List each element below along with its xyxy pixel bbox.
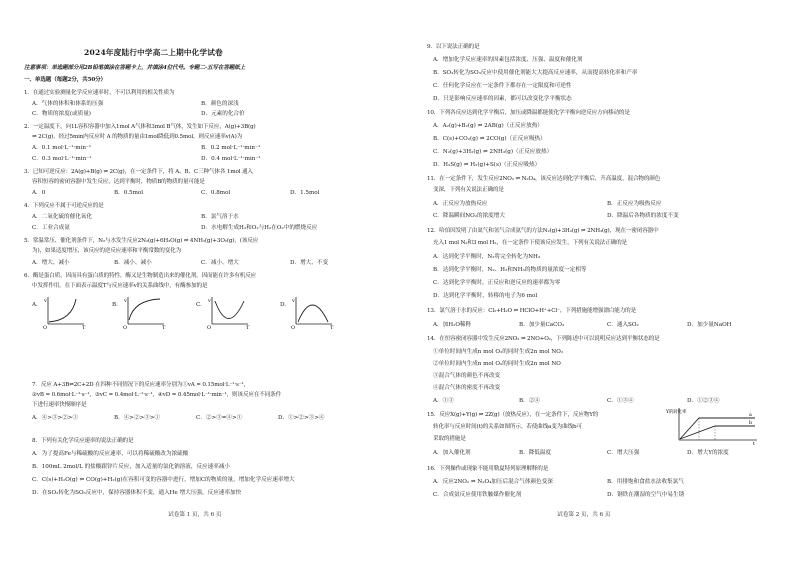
option-b: B．④>②>③>① [114,415,161,421]
option-c: C．增大压强 [607,450,640,456]
option-b: B．减小、减小 [114,260,152,266]
svg-text:T: T [246,325,250,330]
option-b: B．用排饱和食盐水法收集氯气 [607,479,684,485]
option-d: D．增大、不变 [290,260,329,266]
option-d: D．H₂S(g) ⇌ H₂(g)+S(s)（正反应吸热） [433,162,541,168]
option-a: A．④>③>②>① [32,415,79,421]
svg-text:T: T [330,325,334,330]
option-a: A．①③ [433,398,454,404]
axis-t: T [82,325,86,330]
option-b: B．加少量CaCO₃ [519,322,565,328]
graph-a [42,294,88,330]
option-b: B．降低温度 [519,450,552,456]
svg-text:v: v [292,298,295,304]
option-c: C．合成氨反应使用铁触媒作催化剂 [433,492,522,498]
question-stem-cont: 容积恒容的密闭容器中发生反应，达到平衡时，物质B的物质的量可能是 [32,179,205,185]
question-stem: 11．在一定条件下，发生反应2NO₂ ⇌ N₂O₄，该反应达到化学平衡后，升高温度，混合物的颜色 [427,176,661,182]
statement-4: ④混合气体的密度不再改变 [433,385,501,391]
curve-a-label: a [749,413,752,418]
option-c: C．降温瞬间NO₂的浓度增大 [433,213,505,219]
exam-title: 2024年度陆行中学高二上期中化学试卷 [84,48,223,57]
svg-text:O: O [123,325,128,330]
question-stem-cont: 充入1 mol N₂和3 mol H₂，在一定条件下使该反应发生，下列有关说法正确的是 [433,240,627,246]
option-d: D．达到化学平衡时，转移的电子为6 mol [433,293,538,299]
option-b: B．达到化学平衡时，N₂、H₂和NH₃的物质的量浓度一定相等 [433,267,587,273]
statement-1: ①单位时间内生成n mol O₂的同时生成2n mol NO₂ [433,349,564,355]
option-d: D．加少量NaOH [687,322,732,328]
question-stem: 2．一定温度下，向1L容积容器中加入1mol A气体和3mol B气体，发生如下反应，A(g)+3B(g) [24,124,256,130]
question-stem: 16．下列操作或现象不能用勒夏特列原理解释的是 [427,466,549,472]
option-c: C．物质的浓度(或质量) [32,111,91,117]
graph-c [206,294,252,330]
option-b: B．100mL 2mol/L 的盐酸跟锌片反应，加入适量的氯化钠溶液，反应速率减小 [32,464,231,470]
svg-text:T: T [162,325,166,330]
option-b: B. [112,302,118,308]
question-stem-cont: ②vB = 0.6mol·L⁻¹·s⁻¹，③vC = 0.4mol·L⁻¹·s⁻¹，④vD = 0.45mol·L⁻¹·min⁻¹，则该反应在不同条件 [32,392,282,398]
question-stem: 14．在恒容密闭容器中发生反应2NO₂ ⇌ 2NO+O₂，下列陈述中可以说明反应达到平衡状态的是 [427,336,660,342]
axis-x: t [753,442,755,446]
option-c: C．①③④ [607,398,634,404]
option-c: C．C(s)+H₂O(g) ⇌ CO(g)+H₂(g)在容积可变的容器中进行，增加C的物质的量，增加化学反应速率增大 [32,477,295,483]
question-stem-cont: 下进行速率快慢顺序是 [32,402,87,408]
option-d: D．1.5mol [290,190,320,196]
question-stem: 9．以下说法正确的是 [427,44,480,50]
question-stem-cont: ⇌ 2C(g)，经过5min内反应时 A 的物质的量由1mol降低到0.5mol，则反应速率v(A)为 [32,134,243,140]
option-d: D．水电解生成H₂和O₂与H₂在O₂中的燃烧反应 [201,225,318,231]
option-a: A．反应2NO₂ ⇌ N₂O₄加压后混合气体颜色变深 [433,479,553,485]
option-c: C. [196,302,202,308]
svg-text:v: v [208,298,211,304]
option-b: B．0.5mol [114,190,144,196]
page-footer: 试卷第 2 页，共 6 页 [557,512,611,518]
option-c: C．工业合成氨 [32,225,70,231]
question-stem: 3．已知可逆反应：2A(g)+B(g) ⇌ 2C(g)，在一定条件下，将 A、B、C三种气体各 1mol 通入 [24,169,253,175]
option-a: A．加H₂O稀释 [433,322,472,328]
option-d: D．在SO₂转化为SO₃反应中，保持容器体积不变，通入He 增大压强，反应速率加快 [32,490,242,496]
option-b: B．②④ [519,398,540,404]
statement-2: ②单位时间内生成n mol O₂的同时生成2n mol NO [433,361,561,367]
question-stem: 8．下列有关化学反应速率的说法正确的是 [32,438,134,444]
option-d: D．①②③④ [687,398,720,404]
option-a: A．加入催化剂 [433,450,471,456]
option-a: A．增加化学反应速率的因素包括浓度、压强、温度和催化剂 [433,57,583,63]
conversion-graph [665,404,761,446]
axis-y: Y的转化率 [666,410,687,415]
option-c: C．0.8mol [201,190,231,196]
option-a: A．达到化学平衡时，N₂将完全转化为NH₃ [433,254,541,260]
option-d: D. [280,302,287,308]
option-c: C．0.3 mol·L⁻¹·min⁻¹ [32,156,92,162]
option-a: A．A₂(g)+B₂(g) ⇌ 2AB(g)（正反应放热） [433,123,543,129]
question-stem: 13．氯气溶于水的反应：Cl₂+H₂O ⇌ HClO+H⁺+Cl⁻，下列措施能增强漂白能力的是 [427,308,637,314]
option-c: C．任何化学反应在一定条件下都存在一定限度和可逆性 [433,83,572,89]
option-c: C．通入SO₂ [607,322,639,328]
statement-3: ③混合气体的颜色不再改变 [433,373,501,379]
option-b: B．C(s)+CO₂(g) ⇌ 2CO(g)（正反应吸热） [433,136,546,142]
graph-d [290,294,336,330]
option-a: A．增大、减小 [32,260,70,266]
question-stem: 7．反应 A+3B⇌2C+2D 在四种不同情况下的反应速率分别为①vA = 0.15mol·L⁻¹·s⁻¹， [32,382,250,388]
option-d: D．降温后各物质的浓度不变 [607,213,679,219]
option-b: B．0.2 mol·L⁻¹·min⁻¹ [201,145,261,151]
axis-v: v [44,298,47,304]
question-stem-cont: 采取的措施是 [433,436,466,442]
option-d: D．钢铁在潮湿的空气中易生锈 [607,492,685,498]
option-a: A．0.1 mol·L⁻¹·min⁻¹ [32,145,92,151]
option-a: A．正反应为放热反应 [433,201,488,207]
option-a: A. [32,302,38,308]
option-c: C．②>③=④>① [196,415,243,421]
svg-text:O: O [291,325,296,330]
option-c: C．减小、增大 [201,260,239,266]
question-stem: 12．哈伯因发明了由氮气和氢气合成氨气的方法N₂(g)+3H₂(g) ⇌ 2NH₃(g)，现在一密闭容器中 [427,228,659,234]
option-b: B．颜色的深浅 [201,101,239,107]
svg-text:O: O [207,325,212,330]
option-d: D．0.4 mol·L⁻¹·min⁻¹ [201,156,261,162]
option-a: A．0 [32,190,46,196]
option-c: C．达到化学平衡时，正反应和逆反应的速率都为零 [433,280,561,286]
option-d: D．增大Y的浓度 [687,450,729,456]
question-stem: 6．酶是蛋白质，因而具有蛋白质的特性，酶又是生物制造出来的催化剂，因而能在许多有机反应 [24,273,257,279]
graph-b [122,294,168,330]
question-stem: 1．在通过实验测量化学反应速率时，不可以利用的相关性质为 [24,90,175,96]
option-d: D．元素的化合价 [201,111,245,117]
exam-notice: 注意事项：单选题部分用2B铅笔填涂在答题卡上，并填涂4位代号。专题二-五写在答题纸上 [24,65,246,71]
option-b: B．氯气溶于水 [201,214,239,220]
curve-b-label: b [749,421,753,426]
question-stem: 4．下列反应不属于可逆反应的是 [24,203,104,209]
question-stem: 10．下列各反应达到化学平衡后，加压或降温都能使化学平衡向逆反应方向移动的是 [427,110,630,116]
option-a: A．为了提高Fe与稀硫酸的反应速率，可以将稀硫酸改为浓硫酸 [32,451,189,457]
option-d: D．①>②>③>④ [278,415,325,421]
svg-text:v: v [124,298,127,304]
question-stem-cont: 变深，下列有关说法正确的是 [433,187,504,193]
option-a: A．二氧化硫的催化氧化 [32,214,92,220]
exam-page-2 [397,0,794,562]
origin: O [43,325,48,330]
question-stem-cont: 中发挥作用。在下面表示温度T与反应速率v的关系曲线中，有酶参加的是 [32,283,208,289]
option-d: D．只是影响反应速率的因素，都可以改变化学平衡状态 [433,96,572,102]
question-stem: 5．常温常压、催化剂条件下，N₂与水发生反应2N₂(g)+6H₂O(g) ⇌ 4NH₃(g)+3O₂(g)，(该反应 [24,238,259,244]
option-b: B．SO₂转化为SO₃反应中使用催化剂能大大提高反应速率，从而提高转化率和产率 [433,70,638,76]
question-stem-cont: 为)，如果适度增压，该反应的逆反应速率和平衡常数的变化为 [32,248,182,254]
question-stem-cont: 转化率与反应时间(t)的关系如图所示。若使曲线a变为曲线b可 [433,424,582,430]
question-stem: 15．反应X(g)+Y(g) ⇌ 2Z(g)（放热反应），在一定条件下，反应物Y的 [427,412,599,418]
option-b: B．正反应为吸热反应 [607,201,662,207]
option-c: C．N₂(g)+3H₂(g) ⇌ 2NH₃(g)（正反应放热） [433,149,553,155]
option-a: A．气体的体积和体系的压强 [32,101,104,107]
section-heading: 一、单选题（每题2分，共50分） [24,77,106,83]
page-footer: 试卷第 1 页，共 6 页 [168,512,222,518]
